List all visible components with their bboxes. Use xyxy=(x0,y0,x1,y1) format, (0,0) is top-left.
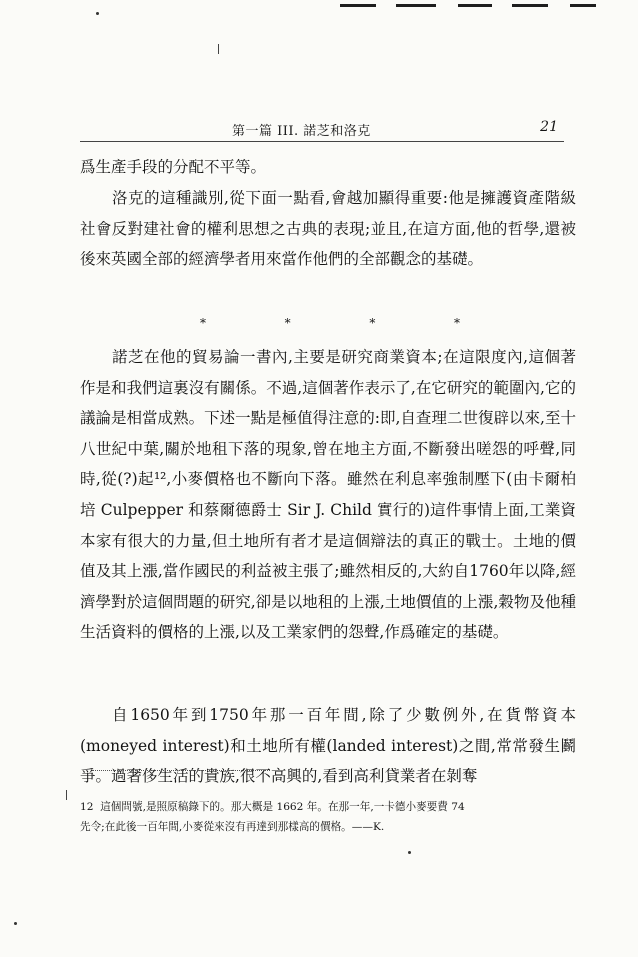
paragraph-3: 諾芝在他的貿易論一書內,主要是研究商業資本;在這限度內,這個著作是和我們這裏沒有關係。不過,這個著作表示了,在它研究的範圍內,它的議論是相當成熟。下述一點是極值得注意的:即,自查理二世復辟以來,至十八世紀中葉,關於地租下落的現象,曾在地主方面,不斷發出嗟怨的呼聲,同時,從(?)起¹²,小麥價格也不斷向下落。雖然在利息率強制壓下(由卡爾柏培 Culpepper 和蔡爾德爵士 Sir J. Child 實行的)這件事情上面,工業資本家有很大的力量,但土地所有者才是這個辯法的真正的戰士。土地的價值及其上漲,當作國民的利益被主張了;雖然相反的,大約自1760年以降,經濟學對於這個問題的研究,卻是以地租的上漲,土地價值的上漲,穀物及他種生活資料的價格的上漲,以及工業家們的怨聲,作爲確定的基礎。 xyxy=(80,348,576,642)
paragraph-4: 自1650年到1750年那一百年間,除了少數例外,在貨幣資本(moneyed interest)和土地所有權(landed interest)之間,常常發生鬬爭。過奢侈生活的貴族,很不高興的,看到高利貸業者在剝奪 xyxy=(80,706,576,786)
separator-star: * xyxy=(284,316,291,330)
separator-star: * xyxy=(200,316,206,330)
running-header xyxy=(80,118,564,142)
separator-star: * xyxy=(369,316,376,330)
header-title: 第一篇 III. 諾芝和洛克 xyxy=(232,124,371,139)
header-rule xyxy=(80,141,564,142)
section-separator xyxy=(200,316,460,330)
page-number: 21 xyxy=(540,119,558,135)
ink-speck xyxy=(96,12,99,15)
ink-mark xyxy=(218,44,219,54)
paragraph-2: 洛克的這種識別,從下面一點看,會越加顯得重要:他是擁護資產階級社會反對建社會的權利思想之古典的表現;並且,在這方面,他的哲學,還被後來英國全部的經濟學者用來當作他們的全部觀念的基礎。 xyxy=(80,189,576,269)
ink-speck xyxy=(14,922,17,925)
separator-star: * xyxy=(453,316,460,330)
footnote-line-2: 先令;在此後一百年間,小麥從來沒有再達到那樣高的價格。——K. xyxy=(80,821,385,833)
footnote-line-1: 12 這個問號,是照原稿錄下的。那大概是 1662 年。在那一年,一卡德小麥要費 74 xyxy=(80,801,465,813)
top-edge-rules xyxy=(340,4,630,8)
ink-mark xyxy=(66,790,67,800)
ink-speck xyxy=(408,851,411,854)
paragraph-1: 爲生產手段的分配不平等。 xyxy=(80,158,267,176)
footnote-separator xyxy=(92,770,270,777)
